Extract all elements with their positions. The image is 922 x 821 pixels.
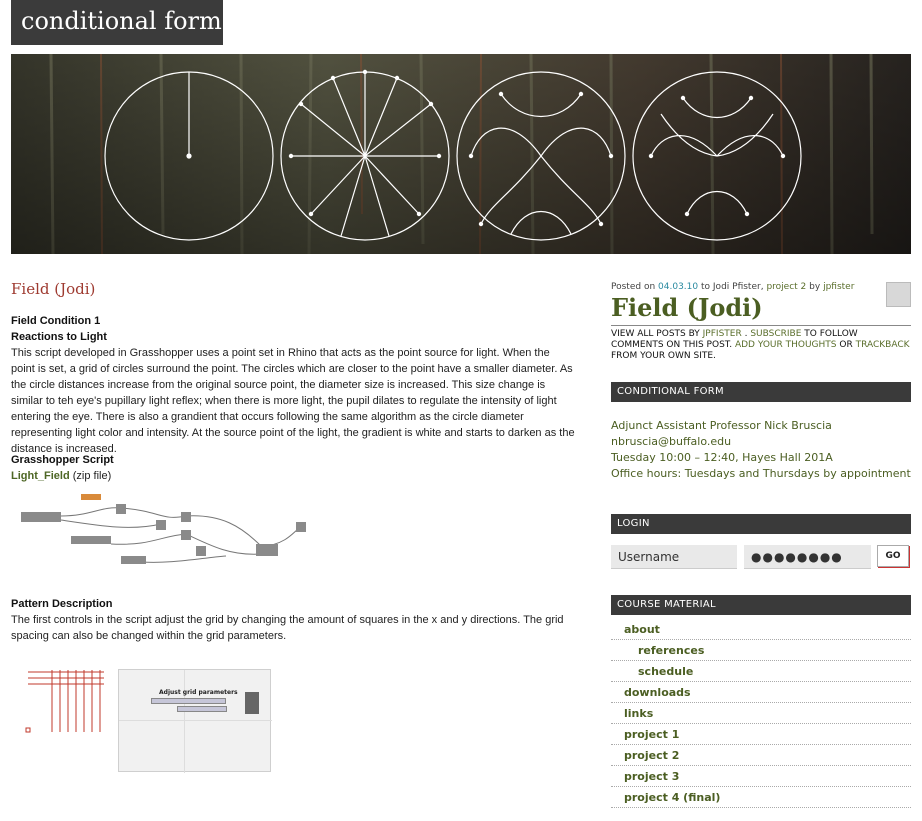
- post-actions: VIEW ALL POSTS BY JPFISTER . SUBSCRIBE TO FOLLOW COMMENTS ON THIS POST. ADD YOUR THOUGHTS OR TRACKBACK FROM YOUR OWN SITE.: [611, 329, 910, 361]
- password-input[interactable]: ●●●●●●●●: [744, 545, 871, 569]
- paragraph-1: This script developed in Grasshopper uses a point set in Rhino that acts as the point source for light. When the point is set, a grid of circles surround the point. The circles which are closer to the point have a smaller diameter. As the circle distances increase from the original source point, the diameter size is increased. This size change is similar to teh eye's pupillary light reflex; when there is more light, the pupil dilates to regulate the intensity of light entering the eye. There is also a grandient that occurs following the same algorithm as the circle diameter representing light color and intensity. At the source point of the light, the gradient is white and starts to darken as the distance is increased.: [11, 347, 575, 455]
- subscribe-text: TO FOLLOW COMMENTS ON THIS POST.: [611, 329, 858, 350]
- course-material-heading: COURSE MATERIAL: [611, 595, 911, 615]
- grid-lines-figure: [22, 668, 106, 742]
- meta-category-link[interactable]: project 2: [766, 282, 807, 292]
- post-heading[interactable]: Field (Jodi): [11, 280, 96, 298]
- grid-parameters-figure: [118, 669, 271, 772]
- grasshopper-diagram: [11, 486, 311, 572]
- add-thoughts-link[interactable]: ADD YOUR THOUGHTS: [734, 340, 837, 350]
- menu-item-project-3[interactable]: project 3: [611, 766, 911, 787]
- banner-graphic: [11, 54, 911, 254]
- author-avatar: [886, 282, 911, 307]
- username-input[interactable]: Username: [611, 545, 737, 569]
- meta-user-link[interactable]: jpfister: [823, 282, 855, 292]
- grasshopper-script-figure: [11, 486, 311, 576]
- course-menu: [611, 619, 911, 808]
- view-all-link[interactable]: JPFISTER: [702, 329, 742, 339]
- login-heading: LOGIN: [611, 514, 911, 534]
- paragraph-2: The first controls in the script adjust the grid by changing the amount of squares in the x and y directions. The grid spacing can also be changed within the grid parameters.: [11, 614, 564, 642]
- sidebar-post-title: Field (Jodi): [611, 293, 763, 322]
- menu-item-links[interactable]: links: [611, 703, 911, 724]
- meta-to: to: [700, 282, 711, 292]
- meta-author: Jodi Pfister: [712, 282, 761, 292]
- or-text: OR: [839, 340, 853, 350]
- trackback-link[interactable]: TRACKBACK: [855, 340, 910, 350]
- script-note: (zip file): [72, 470, 112, 482]
- contact-office-hours: Office hours: Tuesdays and Thursdays by appointment: [611, 467, 911, 480]
- section1-title: Field Condition 1: [11, 315, 101, 327]
- site-title[interactable]: conditional form: [11, 0, 223, 45]
- section1-subtitle: Reactions to Light: [11, 331, 107, 343]
- post-meta: Posted on 04.03.10 to Jodi Pfister, project 2 by jpfister: [611, 282, 855, 292]
- red-grid-image: [22, 668, 106, 738]
- conditional-form-heading: CONDITIONAL FORM: [611, 382, 911, 402]
- contact-schedule: Tuesday 10:00 – 12:40, Hayes Hall 201A: [611, 451, 833, 464]
- menu-item-project-1[interactable]: project 1: [611, 724, 911, 745]
- slider-control-2: [177, 706, 227, 712]
- grid-parameters-label: Adjust grid parameters: [159, 689, 238, 696]
- sidebar-divider: [611, 325, 911, 326]
- meta-date-link[interactable]: 04.03.10: [658, 282, 699, 292]
- meta-by: by: [809, 282, 821, 292]
- contact-email[interactable]: nbruscia@buffalo.edu: [611, 435, 732, 448]
- script-title: Grasshopper Script: [11, 454, 114, 466]
- contact-info: [611, 418, 911, 482]
- menu-item-downloads[interactable]: downloads: [611, 682, 911, 703]
- contact-name: Adjunct Assistant Professor Nick Bruscia: [611, 419, 832, 432]
- script-section: [11, 452, 576, 484]
- component-block: [245, 692, 259, 714]
- slider-control: [151, 698, 226, 704]
- script-download-link[interactable]: Light_Field: [11, 470, 70, 482]
- login-go-button[interactable]: GO: [877, 545, 909, 567]
- menu-item-references[interactable]: references: [611, 640, 911, 661]
- header-banner-image: [11, 54, 911, 254]
- menu-item-project-4-final[interactable]: project 4 (final): [611, 787, 911, 808]
- subscribe-link[interactable]: SUBSCRIBE: [750, 329, 802, 339]
- menu-item-schedule[interactable]: schedule: [611, 661, 911, 682]
- trackback-text: FROM YOUR OWN SITE.: [611, 351, 716, 361]
- menu-item-about[interactable]: about: [611, 619, 911, 640]
- post-body-section1: [11, 313, 576, 457]
- menu-item-project-2[interactable]: project 2: [611, 745, 911, 766]
- pattern-section: [11, 596, 576, 644]
- pattern-title: Pattern Description: [11, 598, 113, 610]
- meta-posted-on: Posted on: [611, 282, 656, 292]
- script-download: [11, 468, 576, 484]
- view-all-prefix: VIEW ALL POSTS BY: [611, 329, 700, 339]
